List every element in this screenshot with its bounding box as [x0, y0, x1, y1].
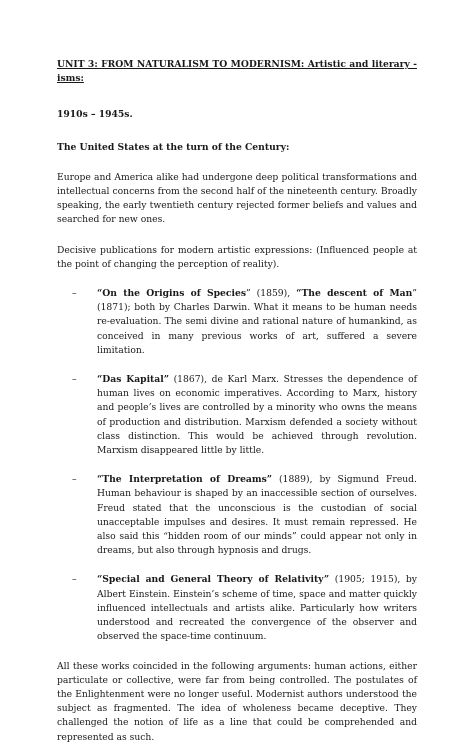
section-heading: The United States at the turn of the Century: — [57, 141, 290, 153]
work-text: ” (1871); both by Charles Darwin. What it means to be human needs re-evaluation. The semi divine and rational nature of humankind, as conceived in many previous works of art, suffered a severe limitation. — [97, 288, 417, 356]
work-title: “The descent of Man — [296, 288, 413, 300]
bullet-dash: – — [72, 288, 77, 300]
work-title: “Das Kapital” — [97, 374, 170, 386]
work-text: ” (1859), — [246, 288, 297, 300]
date-range: 1910s – 1945s. — [57, 109, 133, 121]
list-item-darwin — [57, 287, 417, 358]
list-item-freud — [57, 473, 417, 558]
work-text: (1905; 1915), by Albert Einstein. Einstein’s scheme of time, space and matter quickly influenced intellectuals and artists alike. Particularly how writers understood and recreated the convergence of the observer and observed the space-time continuum. — [97, 574, 417, 643]
intro-paragraph: Europe and America alike had undergone deep political transformations and intellectual concerns from the second half of the nineteenth century. Broadly speaking, the early twentieth century rejected former beliefs and values and searched for new ones. — [57, 171, 417, 226]
bullet-dash: – — [72, 574, 77, 586]
list-item-marx — [57, 373, 417, 458]
bullet-dash: – — [72, 374, 77, 386]
work-title: “On the Origins of Species — [97, 288, 246, 300]
list-item-einstein — [57, 573, 417, 644]
work-text: (1889), by Sigmund Freud. Human behaviour is shaped by an inaccessible section of ourselves. Freud stated that the unconscious is the custodian of social unacceptable impulses and desires. It must remain repressed. He also said this “hidden room of our minds” could appear not only in dreams, but also through hypnosis and drugs. — [97, 474, 417, 557]
work-title: “The Interpretation of Dreams” — [97, 474, 273, 486]
closing-paragraph: All these works coincided in the following arguments: human actions, either particulate or collective, were far from being controlled. The postulates of the Enlightenment were no longer useful. Modernist authors understood the subject as fragmented. The idea of wholeness became deceptive. They challenged the notion of life as a line that could be comprehended and represented as such. — [57, 660, 417, 743]
unit-title: UNIT 3: FROM NATURALISM TO MODERNISM: Artistic and literary -isms: — [57, 59, 417, 85]
work-title: “Special and General Theory of Relativity” — [97, 574, 330, 586]
work-text: (1867), de Karl Marx. Stresses the dependence of human lives on economic imperatives. According to Marx, history and people’s lives are controlled by a minority who owns the means of production and distribution. Marxism defended a society without class distinction. This would be achieved through revolution. Marxism disappeared little by little. — [97, 374, 417, 457]
works-list — [57, 287, 417, 644]
bullet-dash: – — [72, 474, 77, 486]
publications-intro: Decisive publications for modern artistic expressions: (Influenced people at the point of changing the perception of reality). — [57, 244, 417, 270]
